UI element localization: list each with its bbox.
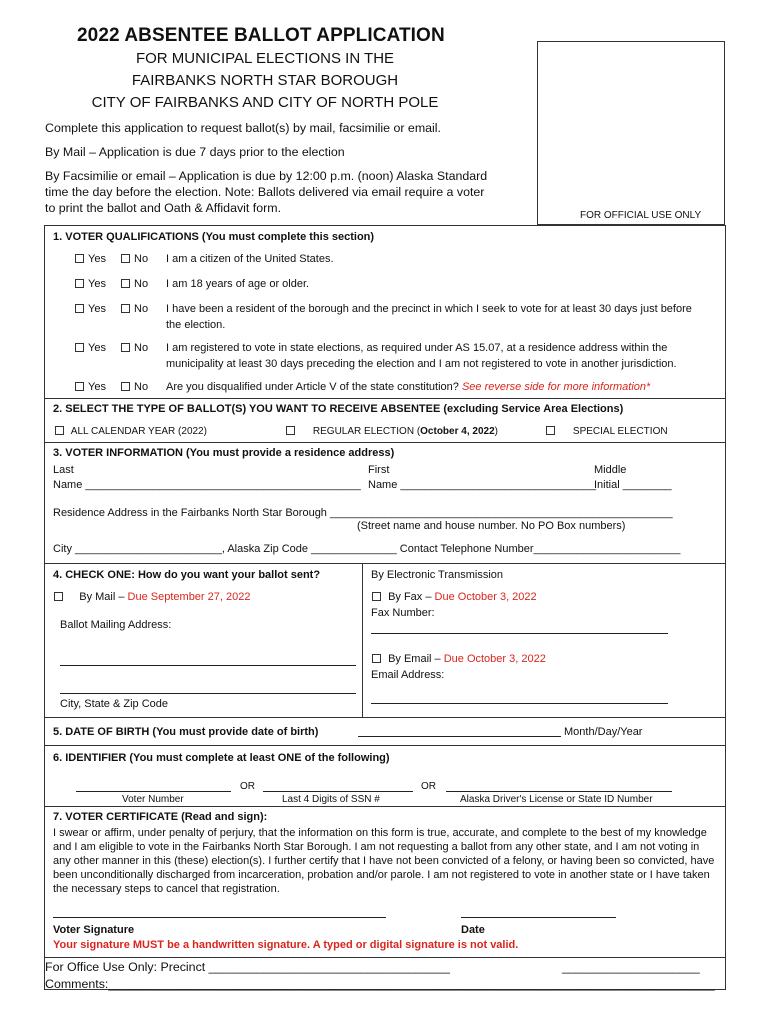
office-comments: Comments:________________________________________________________________________________________ <box>45 977 715 991</box>
intro-line-4: time the day before the election. Note: Ballots delivered via email require a voter <box>45 185 485 199</box>
q4-no[interactable]: No <box>121 342 148 354</box>
email-address-label: Email Address: <box>371 669 445 681</box>
q5-text: Are you disqualified under Article V of the state constitution? See reverse side for more information* <box>166 381 651 393</box>
section-7-heading: 7. VOTER CERTIFICATE (Read and sign): <box>53 811 268 823</box>
q2-yes[interactable]: Yes <box>75 278 106 290</box>
by-mail-option[interactable]: By Mail – Due September 27, 2022 <box>54 591 250 603</box>
date-of-birth-input[interactable] <box>358 736 561 737</box>
checkbox-icon[interactable] <box>75 382 84 391</box>
checkbox-icon[interactable] <box>546 426 555 435</box>
drivers-license-label: Alaska Driver's License or State ID Number <box>460 794 653 805</box>
by-email-option[interactable]: By Email – Due October 3, 2022 <box>372 653 546 665</box>
residence-address-field[interactable]: Residence Address in the Fairbanks North Star Borough ________________________________________________________ <box>53 507 673 519</box>
ballot-type-regular[interactable]: REGULAR ELECTION (October 4, 2022) <box>286 426 498 437</box>
last-name-field[interactable]: Name _____________________________________________ <box>53 479 361 491</box>
checkbox-icon[interactable] <box>121 279 130 288</box>
q3-text-line-2: the election. <box>166 319 226 331</box>
checkbox-icon[interactable] <box>121 254 130 263</box>
q5-no[interactable]: No <box>121 381 148 393</box>
signature-warning: Your signature MUST be a handwritten signature. A typed or digital signature is not valid. <box>53 939 519 951</box>
q2-no[interactable]: No <box>121 278 148 290</box>
voter-number-label: Voter Number <box>122 794 184 805</box>
checkbox-icon[interactable] <box>121 382 130 391</box>
q4-yes[interactable]: Yes <box>75 342 106 354</box>
section-5-heading: 5. DATE OF BIRTH (You must provide date of birth) <box>53 726 319 738</box>
q5-yes[interactable]: Yes <box>75 381 106 393</box>
checkbox-icon[interactable] <box>54 592 63 601</box>
q1-no[interactable]: No <box>121 253 148 265</box>
section-3-heading: 3. VOTER INFORMATION (You must provide a residence address) <box>53 447 395 459</box>
section-1-heading: 1. VOTER QUALIFICATIONS (You must complete this section) <box>53 231 375 243</box>
reverse-side-note: See reverse side for more information* <box>461 381 651 393</box>
q1-yes[interactable]: Yes <box>75 253 106 265</box>
checkbox-icon[interactable] <box>55 426 64 435</box>
middle-label: Middle <box>594 464 627 476</box>
fax-number-label: Fax Number: <box>371 607 435 619</box>
date-label: Date <box>461 924 485 936</box>
form-title: 2022 ABSENTEE BALLOT APPLICATION <box>77 25 445 46</box>
mailing-address-line-2[interactable] <box>60 693 356 694</box>
checkbox-icon[interactable] <box>121 304 130 313</box>
ssn-input[interactable] <box>263 791 413 792</box>
official-use-label: FOR OFFICIAL USE ONLY <box>580 210 702 221</box>
subtitle-line-3: CITY OF FAIRBANKS AND CITY OF NORTH POLE <box>91 94 439 111</box>
checkbox-icon[interactable] <box>75 279 84 288</box>
checkbox-icon[interactable] <box>75 254 84 263</box>
voter-number-input[interactable] <box>76 791 231 792</box>
checkbox-icon[interactable] <box>75 304 84 313</box>
checkbox-icon[interactable] <box>75 343 84 352</box>
subtitle-line-1: FOR MUNICIPAL ELECTIONS IN THE <box>135 50 395 67</box>
email-address-input[interactable] <box>371 703 668 704</box>
checkbox-icon[interactable] <box>286 426 295 435</box>
q3-text-line-1: I have been a resident of the borough and the precinct in which I seek to vote for at least 30 days just before <box>166 303 692 315</box>
or-label-2: OR <box>421 781 436 792</box>
q3-yes[interactable]: Yes <box>75 303 106 315</box>
checkbox-icon[interactable] <box>372 592 381 601</box>
mailing-address-label: Ballot Mailing Address: <box>60 619 172 631</box>
middle-initial-field[interactable]: Initial ________ <box>594 479 672 491</box>
last-label: Last <box>53 464 74 476</box>
office-use-precinct: For Office Use Only: Precinct ___________________________________ <box>45 960 450 974</box>
office-use-blank: ____________________ <box>562 960 700 974</box>
intro-line-1: Complete this application to request ballot(s) by mail, facsimilie or email. <box>45 121 441 135</box>
voter-signature-input[interactable] <box>53 917 386 918</box>
voter-signature-label: Voter Signature <box>53 924 135 936</box>
subtitle-line-2: FAIRBANKS NORTH STAR BOROUGH <box>131 72 399 89</box>
checkbox-icon[interactable] <box>121 343 130 352</box>
section-4-heading: 4. CHECK ONE: How do you want your ballot sent? <box>53 569 321 581</box>
checkbox-icon[interactable] <box>372 654 381 663</box>
intro-line-3: By Facsimilie or email – Application is due by 12:00 p.m. (noon) Alaska Standard <box>45 169 488 183</box>
official-use-box <box>537 41 725 225</box>
intro-line-2: By Mail – Application is due 7 days prior to the election <box>45 145 345 159</box>
ballot-type-all-year[interactable]: ALL CALENDAR YEAR (2022) <box>55 426 207 437</box>
q4-text-line-1: I am registered to vote in state elections, as required under AS 15.07, at a residence address within the <box>166 342 668 354</box>
ssn-label: Last 4 Digits of SSN # <box>282 794 380 805</box>
city-state-zip-label: City, State & Zip Code <box>60 698 169 710</box>
city-zip-phone-field[interactable]: City ________________________, Alaska Zip Code ______________ Contact Telephone Number________________________ <box>53 543 681 555</box>
residence-note: (Street name and house number. No PO Box numbers) <box>357 520 626 532</box>
first-name-field[interactable]: Name ________________________________ <box>368 479 597 491</box>
first-label: First <box>368 464 390 476</box>
mailing-address-line-1[interactable] <box>60 665 356 666</box>
q1-text: I am a citizen of the United States. <box>166 253 334 265</box>
ballot-type-special[interactable]: SPECIAL ELECTION <box>546 426 668 437</box>
section-2-heading: 2. SELECT THE TYPE OF BALLOT(S) YOU WANT TO RECEIVE ABSENTEE (excluding Service Area Elections) <box>53 403 624 415</box>
q3-no[interactable]: No <box>121 303 148 315</box>
dob-format-label: Month/Day/Year <box>564 726 643 738</box>
or-label-1: OR <box>240 781 255 792</box>
q2-text: I am 18 years of age or older. <box>166 278 310 290</box>
signature-date-input[interactable] <box>461 917 616 918</box>
electronic-transmission-label: By Electronic Transmission <box>371 569 504 581</box>
voter-certificate-text: I swear or affirm, under penalty of perjury, that the information on this form is true, accurate, and complete to the best of my knowledge and I am eligible to vote in the Fairbanks North Star Borough. I am not requesting a ballot from any other state, and I am not voting in any other manner in this (these) election(s). I further certify that I have not been convicted of a felony, or having been so convicted, have been unconditionally discharged from incarceration, probation and/or parole. I am not registered to vote in another state or I have taken the necessary steps to cancel that registration. <box>53 827 715 895</box>
drivers-license-input[interactable] <box>446 791 672 792</box>
q4-text-line-2: municipality at least 30 days preceding the election and I am not registered to vote in another jurisdiction. <box>166 358 677 370</box>
fax-number-input[interactable] <box>371 633 668 634</box>
by-fax-option[interactable]: By Fax – Due October 3, 2022 <box>372 591 537 603</box>
intro-line-5: to print the ballot and Oath & Affidavit form. <box>45 201 282 215</box>
section-6-heading: 6. IDENTIFIER (You must complete at least ONE of the following) <box>53 752 390 764</box>
